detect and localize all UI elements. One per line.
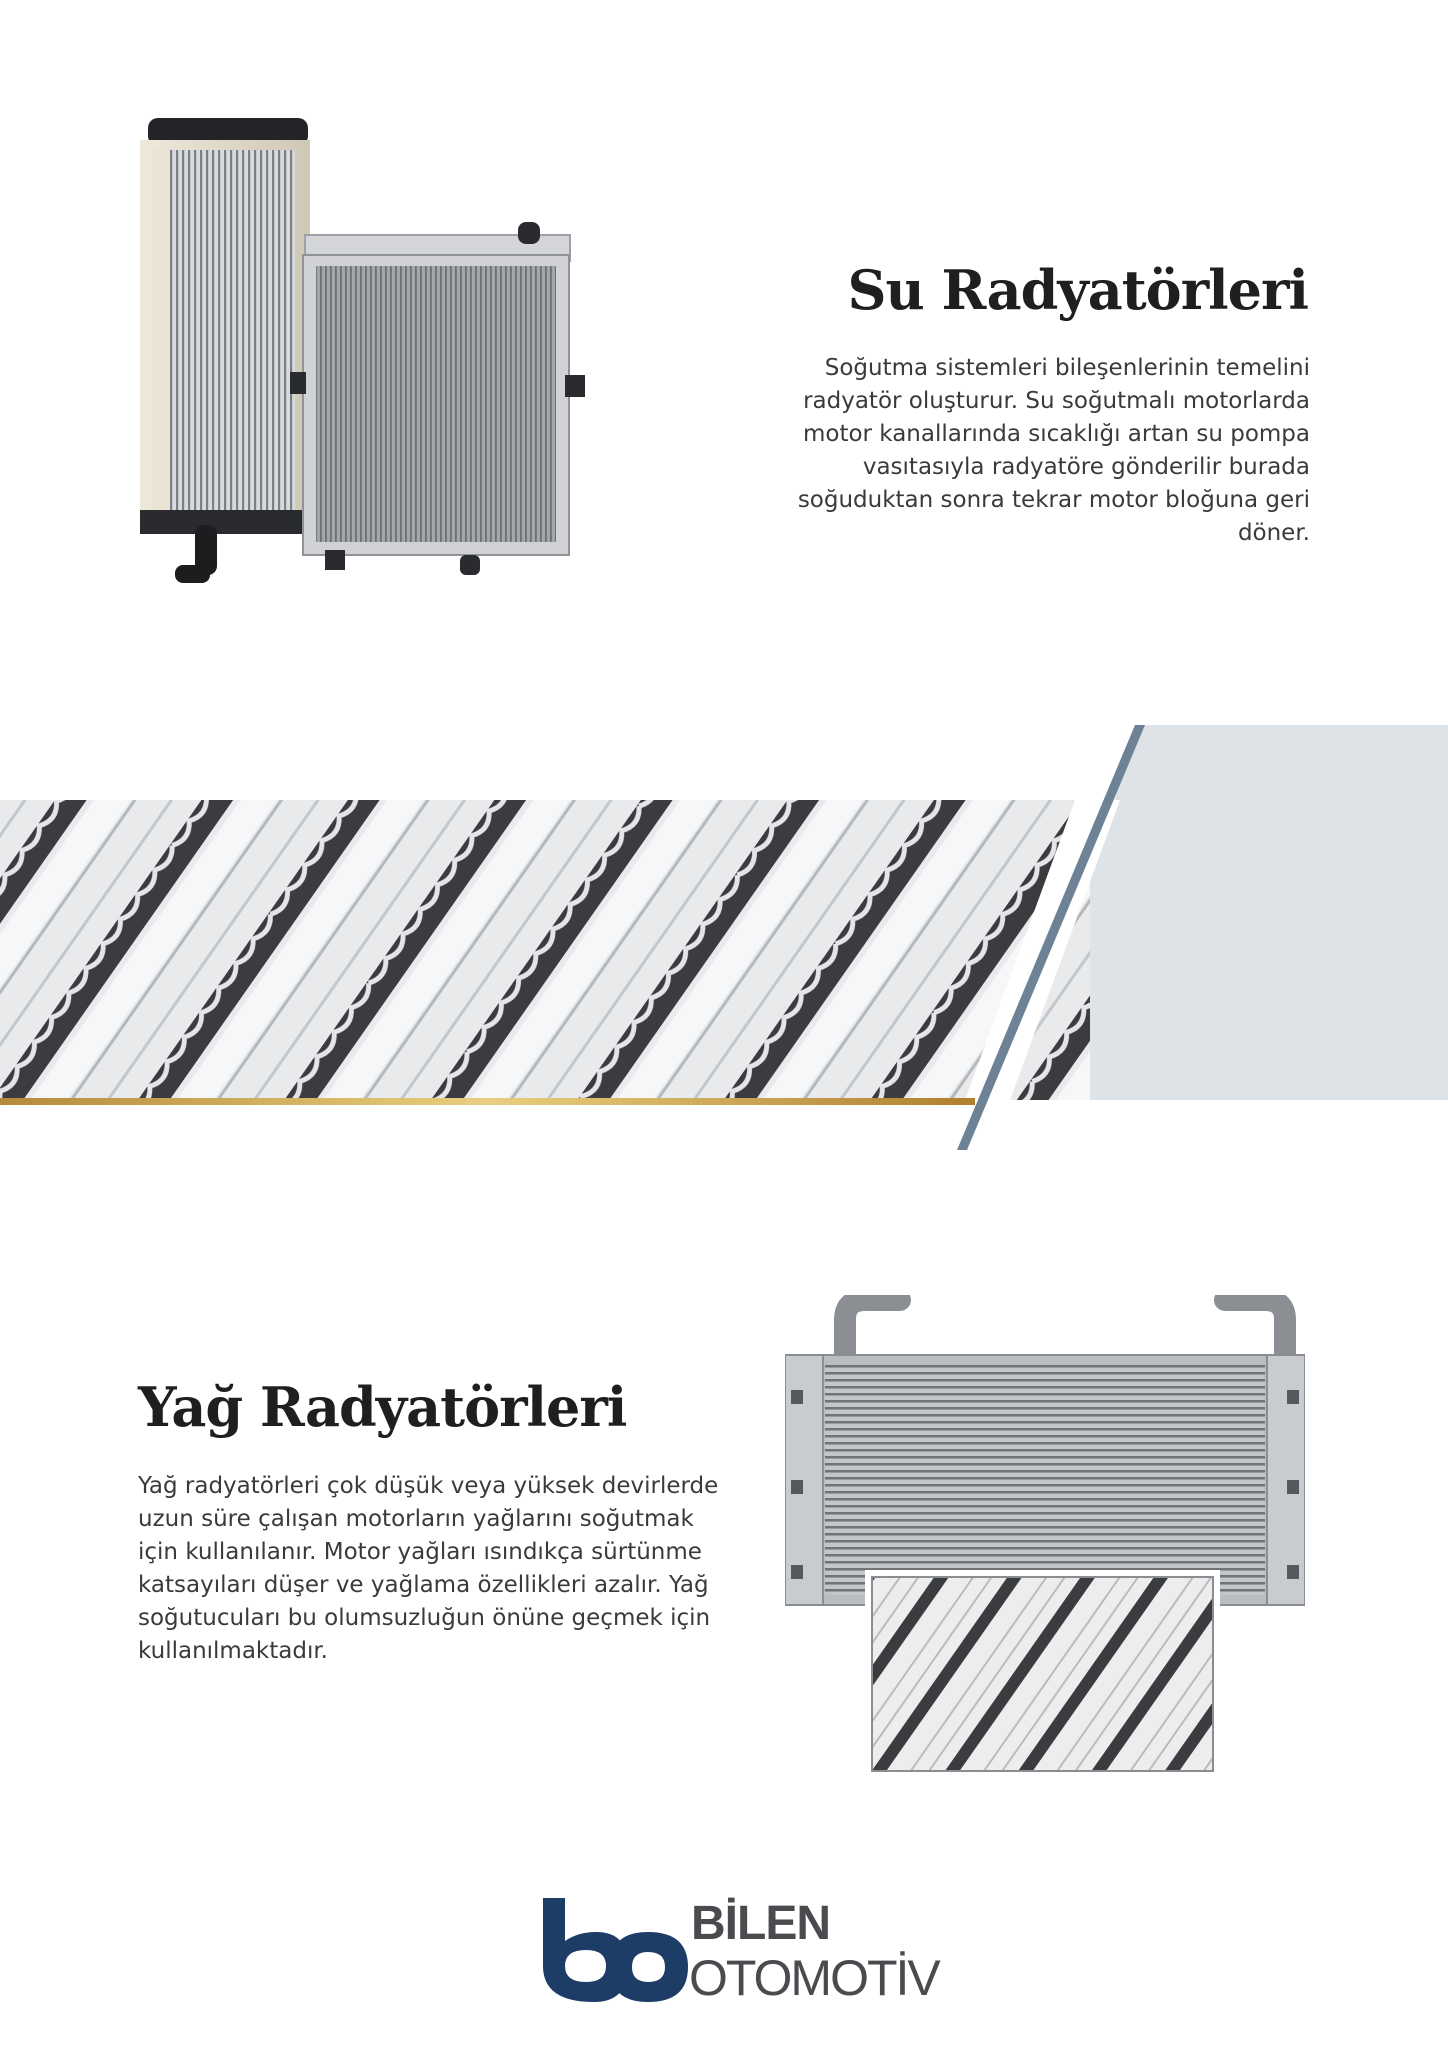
banner-fin-photo [0, 800, 1090, 1100]
water-radiator-photo [140, 110, 600, 590]
oil-radiators-description: Yağ radyatörleri çok düşük veya yüksek devirlerde uzun süre çalışan motorların yağlarını soğutmak için kullanılanır. Motor yağları ısındıkça sürtünme katsayıları düşer ve yağlama özellikleri azalır. Yağ soğutucuları bu olumsuzluğun önüne geçmek için kullanılmaktadır. [138, 1473, 719, 1664]
logo-text-otomotiv: OTOMOTİV [689, 1950, 939, 2006]
water-radiators-title: Su Radyatörleri [847, 258, 1308, 322]
logo-text-bilen: BİLEN [691, 1897, 830, 1950]
oil-radiator-photo [785, 1295, 1305, 1780]
logo-mark-o [610, 1932, 688, 2002]
banner-gold-line [0, 1098, 975, 1105]
water-radiators-description: Soğutma sistemleri bileşenlerinin temelini radyatör oluşturur. Su soğutmalı motorlarda motor kanallarında sıcaklığı artan su pompa vasıtasıyla radyatöre gönderilir burada soğuduktan sonra tekrar motor bloğuna geri döner. [797, 355, 1310, 546]
radiator-fin-banner [0, 725, 1448, 1150]
oil-radiators-title: Yağ Radyatörleri [138, 1375, 627, 1439]
